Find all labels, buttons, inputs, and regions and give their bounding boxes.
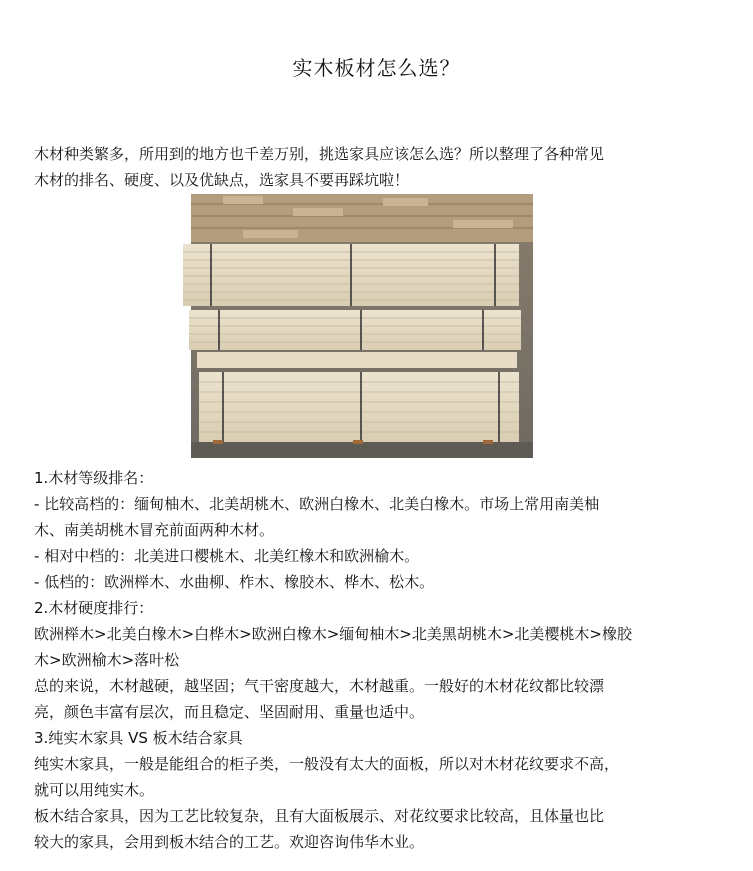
intro-line: 木材的排名、硬度、以及优缺点，选家具不要再踩坑啦！ [34, 171, 410, 189]
body-line: - 低档的：欧洲榉木、水曲柳、柞木、橡胶木、桦木、松木。 [34, 573, 435, 591]
body-line: 较大的家具，会用到板木结合的工艺。欢迎咨询伟华木业。 [34, 833, 425, 851]
body-line: - 相对中档的：北美进口樱桃木、北美红橡木和欧洲榆木。 [34, 547, 420, 565]
intro-paragraph [34, 141, 714, 193]
section-heading-hardness: 2.木材硬度排行： [34, 599, 154, 617]
section-heading-compare: 3.纯实木家具 VS 板木结合家具 [34, 729, 243, 747]
intro-line: 木材种类繁多，所用到的地方也千差万别，挑选家具应该怎么选？所以整理了各种常见 [34, 145, 605, 163]
body-line: 木>欧洲榆木>落叶松 [34, 651, 180, 669]
body-line: 木、南美胡桃木冒充前面两种木材。 [34, 521, 275, 539]
body-line: 亮，颜色丰富有层次，而且稳定、坚固耐用、重量也适中。 [34, 703, 425, 721]
lumber-stack-photo [183, 194, 541, 458]
article-body [34, 465, 714, 855]
body-line: 就可以用纯实木。 [34, 781, 155, 799]
body-line: - 比较高档的：缅甸柚木、北美胡桃木、欧洲白橡木、北美白橡木。市场上常用南美柚 [34, 495, 600, 513]
body-line: 欧洲榉木>北美白橡木>白桦木>欧洲白橡木>缅甸柚木>北美黑胡桃木>北美樱桃木>橡胶 [34, 625, 632, 643]
body-line: 纯实木家具，一般是能组合的柜子类，一般没有太大的面板，所以对木材花纹要求不高， [34, 755, 620, 773]
page-title: 实木板材怎么选？ [292, 56, 461, 80]
section-heading-grade: 1.木材等级排名： [34, 469, 154, 487]
body-line: 总的来说，木材越硬，越坚固；气干密度越大，木材越重。一般好的木材花纹都比较漂 [34, 677, 605, 695]
body-line: 板木结合家具，因为工艺比较复杂，且有大面板展示、对花纹要求比较高，且体量也比 [34, 807, 605, 825]
